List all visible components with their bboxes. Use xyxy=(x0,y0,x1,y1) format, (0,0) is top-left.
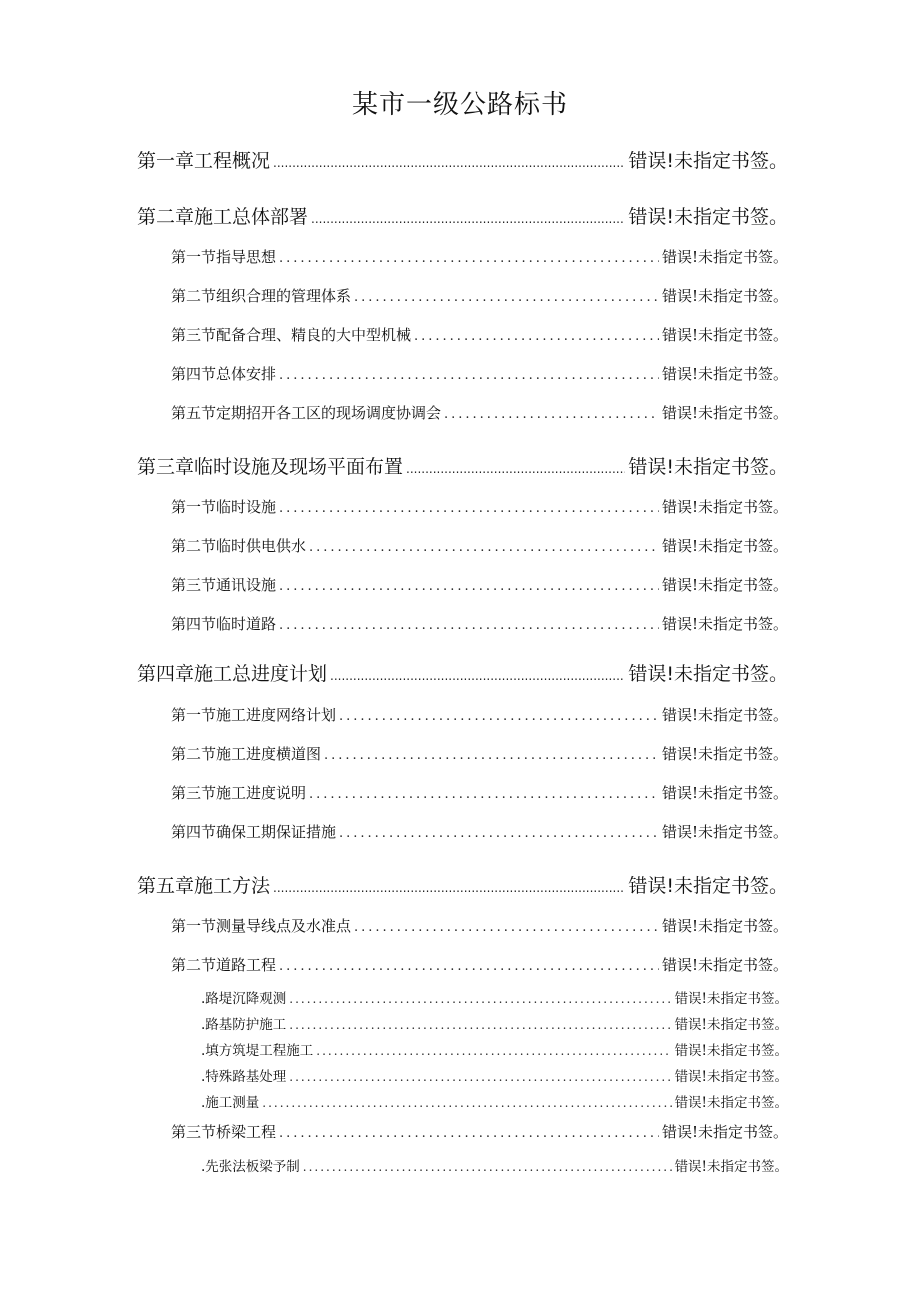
toc-entry-page: 错误!未指定书签。 xyxy=(661,784,788,802)
toc-entry-page: 错误!未指定书签。 xyxy=(661,956,788,974)
toc-leader xyxy=(279,618,659,633)
toc-leader xyxy=(279,501,659,516)
toc-entry-label: 第二节组织合理的管理体系 xyxy=(171,287,352,305)
toc-entry[interactable] xyxy=(171,915,788,936)
document-title: 某市一级公路标书 xyxy=(351,90,568,120)
toc-leader xyxy=(262,1096,671,1110)
toc-entry-page: 错误!未指定书签。 xyxy=(674,1069,788,1085)
toc-leader xyxy=(273,156,625,170)
toc-entry-label: .路基防护施工 xyxy=(201,1017,287,1033)
toc-entry[interactable] xyxy=(171,324,788,345)
toc-entry[interactable] xyxy=(137,452,788,479)
toc-entry[interactable] xyxy=(137,146,788,173)
toc-entry[interactable] xyxy=(171,782,788,803)
toc-leader xyxy=(279,959,659,974)
toc-leader xyxy=(279,368,659,383)
toc-entry[interactable] xyxy=(137,871,788,898)
toc-entry-page: 错误!未指定书签。 xyxy=(628,663,788,685)
toc-entry-page: 错误!未指定书签。 xyxy=(674,1017,788,1033)
toc-entry[interactable] xyxy=(171,363,788,384)
toc-entry-page: 错误!未指定书签。 xyxy=(661,1123,788,1141)
toc-leader xyxy=(354,290,659,305)
toc-leader xyxy=(339,826,659,841)
toc-entry-label: 第三章临时设施及现场平面布置 xyxy=(137,456,404,478)
toc-entry-label: 第五节定期招开各工区的现场调度协调会 xyxy=(171,404,442,422)
toc-entry-label: .路堤沉降观测 xyxy=(201,991,287,1007)
toc-leader xyxy=(303,1160,672,1174)
toc-entry[interactable] xyxy=(171,1121,788,1142)
toc-entry-page: 错误!未指定书签。 xyxy=(628,456,788,478)
toc-entry-label: .先张法板梁予制 xyxy=(201,1159,300,1175)
toc-entry-page: 错误!未指定书签。 xyxy=(661,498,788,516)
toc-leader xyxy=(289,992,671,1006)
toc-entry-page: 错误!未指定书签。 xyxy=(661,917,788,935)
toc-entry-label: 第四节临时道路 xyxy=(171,615,277,633)
toc-entry-label: 第四节确保工期保证措施 xyxy=(171,823,337,841)
toc-entry-page: 错误!未指定书签。 xyxy=(661,823,788,841)
toc-entry-label: 第二章施工总体部署 xyxy=(137,206,309,228)
toc-entry-page: 错误!未指定书签。 xyxy=(674,1043,788,1059)
toc-entry[interactable] xyxy=(137,202,788,229)
toc-leader xyxy=(309,540,659,555)
toc-entry-page: 错误!未指定书签。 xyxy=(661,576,788,594)
toc-entry-label: 第一节测量导线点及水准点 xyxy=(171,917,352,935)
toc-entry-label: 第三节配备合理、精良的大中型机械 xyxy=(171,326,412,344)
toc-leader xyxy=(273,881,625,895)
toc-leader xyxy=(406,462,625,476)
toc-entry[interactable] xyxy=(201,1091,788,1111)
toc-entry-label: 第三节桥梁工程 xyxy=(171,1123,277,1141)
toc-entry-page: 错误!未指定书签。 xyxy=(628,150,788,172)
toc-entry[interactable] xyxy=(201,1013,788,1033)
toc-entry-page: 错误!未指定书签。 xyxy=(674,1159,788,1175)
toc-entry[interactable] xyxy=(171,535,788,556)
toc-leader xyxy=(339,709,659,724)
toc-leader xyxy=(414,329,659,344)
toc-entry-label: 第二节道路工程 xyxy=(171,956,277,974)
toc-entry-page: 错误!未指定书签。 xyxy=(661,326,788,344)
toc-entry-label: 第一节施工进度网络计划 xyxy=(171,706,337,724)
toc-entry-label: 第二节临时供电供水 xyxy=(171,537,307,555)
toc-entry[interactable] xyxy=(171,402,788,423)
toc-entry[interactable] xyxy=(201,1155,788,1175)
toc-entry-page: 错误!未指定书签。 xyxy=(628,206,788,228)
toc-entry-page: 错误!未指定书签。 xyxy=(628,875,788,897)
toc-entry[interactable] xyxy=(171,954,788,975)
toc-leader xyxy=(324,748,659,763)
toc-leader xyxy=(354,920,659,935)
toc-leader xyxy=(316,1044,671,1058)
toc-leader xyxy=(279,251,659,266)
toc-entry[interactable] xyxy=(171,246,788,267)
toc-entry-label: .特殊路基处理 xyxy=(201,1069,287,1085)
toc-entry[interactable] xyxy=(171,704,788,725)
toc-leader xyxy=(289,1070,671,1084)
toc-entry-label: .施工测量 xyxy=(201,1095,260,1111)
toc-entry[interactable] xyxy=(201,1065,788,1085)
toc-entry-label: 第三节通讯设施 xyxy=(171,576,277,594)
toc-entry-page: 错误!未指定书签。 xyxy=(661,615,788,633)
toc-entry-label: 第三节施工进度说明 xyxy=(171,784,307,802)
toc-leader xyxy=(309,787,659,802)
toc-entry-page: 错误!未指定书签。 xyxy=(661,365,788,383)
toc-entry[interactable] xyxy=(171,574,788,595)
toc-entry-label: 第四章施工总进度计划 xyxy=(137,663,328,685)
toc-entry-label: 第一章工程概况 xyxy=(137,150,271,172)
toc-entry-label: 第四节总体安排 xyxy=(171,365,277,383)
toc-leader xyxy=(444,407,659,422)
toc-entry[interactable] xyxy=(171,821,788,842)
toc-entry-page: 错误!未指定书签。 xyxy=(661,745,788,763)
toc-entry-page: 错误!未指定书签。 xyxy=(661,537,788,555)
toc-entry-page: 错误!未指定书签。 xyxy=(661,404,788,422)
toc-entry[interactable] xyxy=(171,285,788,306)
toc-entry[interactable] xyxy=(201,987,788,1007)
toc-leader xyxy=(279,1126,659,1141)
toc-entry[interactable] xyxy=(171,496,788,517)
toc-leader xyxy=(330,669,625,683)
toc-entry-label: 第二节施工进度横道图 xyxy=(171,745,322,763)
toc-entry[interactable] xyxy=(137,659,788,686)
toc-entry-label: 第五章施工方法 xyxy=(137,875,271,897)
toc-leader xyxy=(289,1018,671,1032)
toc-entry[interactable] xyxy=(201,1039,788,1059)
toc-entry-page: 错误!未指定书签。 xyxy=(674,991,788,1007)
toc-entry-page: 错误!未指定书签。 xyxy=(674,1095,788,1111)
toc-entry-page: 错误!未指定书签。 xyxy=(661,706,788,724)
toc-entry-label: 第一节临时设施 xyxy=(171,498,277,516)
toc-entry[interactable] xyxy=(171,613,788,634)
toc-entry[interactable] xyxy=(171,743,788,764)
toc-leader xyxy=(311,212,625,226)
toc-entry-page: 错误!未指定书签。 xyxy=(661,287,788,305)
toc-leader xyxy=(279,579,659,594)
toc-entry-label: .填方筑堤工程施工 xyxy=(201,1043,314,1059)
toc-entry-page: 错误!未指定书签。 xyxy=(661,248,788,266)
toc-entry-label: 第一节指导思想 xyxy=(171,248,277,266)
